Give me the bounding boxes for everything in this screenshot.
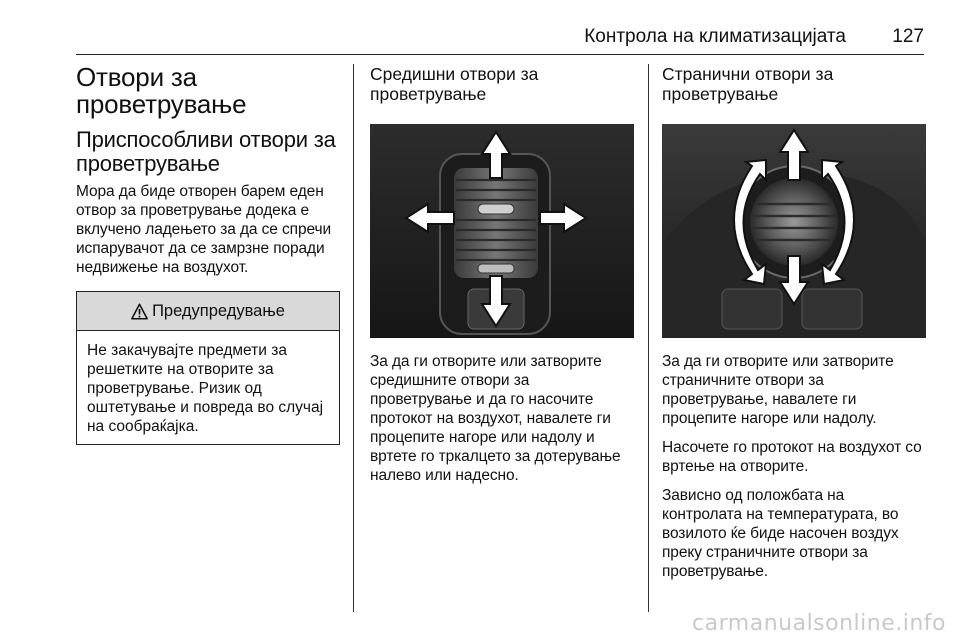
center-vents-paragraph: За да ги отворите или затворите средишните отвори за проветрување и да го насочите протокот на воздухот, навалете ги процепите нагоре или надолу и вртете го тркалцето за дотерување налево или надесно.	[370, 353, 621, 484]
column-divider	[353, 64, 354, 612]
column-divider	[648, 64, 649, 612]
side-vents-paragraph-2: Насочете го протокот на воздухот со вртење на отворите.	[662, 439, 922, 475]
warning-text: Не закачувајте предмети за решетките на отворите за проветрување. Ризик од оштетување и повреда во случај на сообраќајка.	[87, 342, 324, 435]
side-vents-paragraph-3: Зависно од положбата на контролата на температурата, во возилото ќе биде насочен воздух преку страничните отвори за проветрување.	[662, 487, 899, 580]
subsection-title: Приспособливи отвори за проветрување	[76, 127, 336, 176]
column-3	[662, 64, 926, 591]
side-vent-image	[662, 124, 926, 338]
warning-header	[77, 292, 339, 331]
column-2	[370, 64, 634, 495]
page-number: 127	[892, 26, 924, 47]
section-title: Отвори за проветрување	[76, 62, 247, 119]
section-title: Средишни отвори за проветрување	[370, 64, 539, 104]
center-vent-image	[370, 124, 634, 338]
column-1	[76, 64, 340, 445]
warning-box	[76, 291, 340, 445]
section-title: Странични отвори за проветрување	[662, 64, 834, 104]
side-vents-paragraph-1: За да ги отворите или затворите страничните отвори за проветрување, навалете ги процепите нагоре или надолу.	[662, 353, 894, 427]
page-header	[76, 24, 924, 55]
warning-triangle-icon	[131, 303, 148, 320]
header-title: Контрола на климатизацијата	[584, 26, 846, 47]
watermark: carmanualsonline.info	[692, 611, 946, 636]
warning-heading: Предупредување	[152, 301, 285, 320]
intro-paragraph: Мора да биде отворен барем еден отвор за проветрување додека е вклучено ладењето за да се спречи испарувачот да се замрзне поради недвижење на воздухот.	[76, 183, 332, 276]
